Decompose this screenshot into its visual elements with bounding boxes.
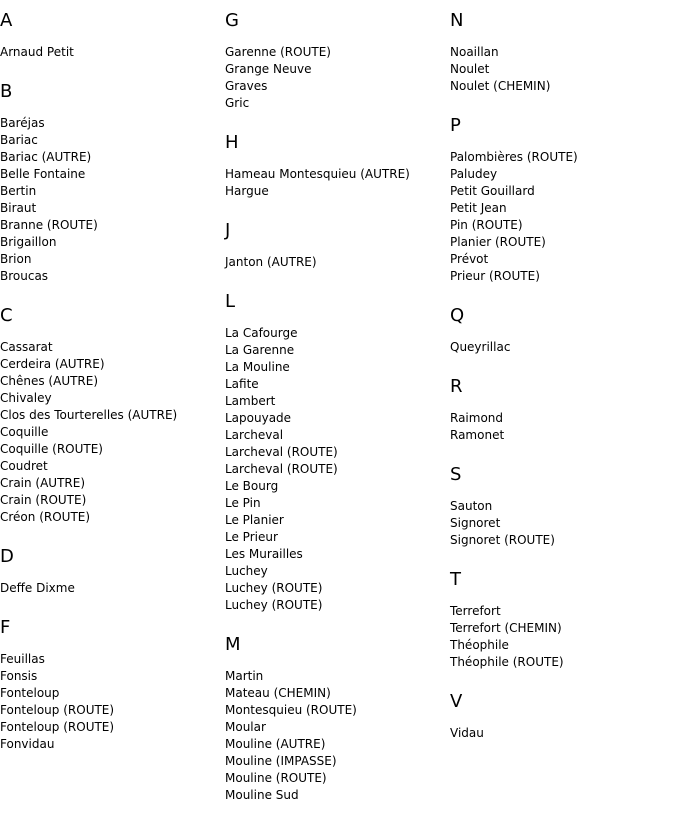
street-link[interactable]: La Garenne bbox=[225, 343, 295, 357]
street-link[interactable]: Fonvidau bbox=[0, 737, 55, 751]
street-link[interactable]: Sauton bbox=[450, 499, 493, 513]
letter-heading: R bbox=[450, 376, 463, 397]
street-link[interactable]: Hargue bbox=[225, 184, 269, 198]
street-link[interactable]: Crain (ROUTE) bbox=[0, 493, 87, 507]
street-link[interactable]: Mouline (ROUTE) bbox=[225, 771, 327, 785]
street-link[interactable]: Mouline (AUTRE) bbox=[225, 737, 326, 751]
letter-group bbox=[450, 10, 675, 95]
street-link[interactable]: Cassarat bbox=[0, 340, 53, 354]
index-column bbox=[0, 10, 225, 824]
street-link[interactable]: Feuillas bbox=[0, 652, 45, 666]
street-link[interactable]: Luchey bbox=[225, 564, 268, 578]
letter-group bbox=[450, 115, 675, 285]
letter-group bbox=[450, 305, 675, 356]
street-link[interactable]: Ramonet bbox=[450, 428, 505, 442]
street-link[interactable]: Paludey bbox=[450, 167, 498, 181]
street-list bbox=[450, 603, 675, 671]
letter-heading: N bbox=[450, 10, 464, 31]
street-index bbox=[0, 10, 675, 824]
letter-group bbox=[225, 634, 450, 804]
street-link[interactable]: Martin bbox=[225, 669, 264, 683]
street-link[interactable]: Noulet bbox=[450, 62, 490, 76]
letter-heading: G bbox=[225, 10, 239, 31]
street-link[interactable]: Chênes (AUTRE) bbox=[0, 374, 99, 388]
street-link[interactable]: Terrefort bbox=[450, 604, 501, 618]
letter-group bbox=[0, 81, 225, 285]
street-link[interactable]: Palombières (ROUTE) bbox=[450, 150, 578, 164]
street-list bbox=[0, 115, 225, 285]
street-link[interactable]: Bariac (AUTRE) bbox=[0, 150, 92, 164]
street-link[interactable]: Brion bbox=[0, 252, 32, 266]
street-link[interactable]: Crain (AUTRE) bbox=[0, 476, 86, 490]
letter-group bbox=[450, 691, 675, 742]
street-list bbox=[0, 44, 225, 61]
street-link[interactable]: Mouline (IMPASSE) bbox=[225, 754, 337, 768]
street-link[interactable]: Prévot bbox=[450, 252, 489, 266]
letter-group bbox=[0, 546, 225, 597]
letter-group bbox=[225, 220, 450, 271]
street-link[interactable]: Fonsis bbox=[0, 669, 38, 683]
letter-group bbox=[0, 305, 225, 526]
street-link[interactable]: Luchey (ROUTE) bbox=[225, 581, 323, 595]
letter-heading: H bbox=[225, 132, 239, 153]
index-column bbox=[225, 10, 450, 824]
street-link[interactable]: Chivaley bbox=[0, 391, 52, 405]
letter-heading: F bbox=[0, 617, 11, 638]
street-link[interactable]: Coquille (ROUTE) bbox=[0, 442, 103, 456]
street-link[interactable]: Brigaillon bbox=[0, 235, 57, 249]
street-link[interactable]: Janton (AUTRE) bbox=[225, 255, 317, 269]
street-link[interactable]: Lafite bbox=[225, 377, 259, 391]
street-link[interactable]: Lapouyade bbox=[225, 411, 292, 425]
letter-heading: S bbox=[450, 464, 462, 485]
letter-group bbox=[450, 569, 675, 671]
letter-group bbox=[225, 132, 450, 200]
letter-group bbox=[450, 464, 675, 549]
street-list bbox=[0, 651, 225, 753]
street-link[interactable]: Branne (ROUTE) bbox=[0, 218, 98, 232]
street-link[interactable]: Théophile (ROUTE) bbox=[450, 655, 564, 669]
street-list bbox=[225, 166, 450, 200]
street-link[interactable]: Le Bourg bbox=[225, 479, 279, 493]
letter-heading: A bbox=[0, 10, 13, 31]
street-link[interactable]: Coquille bbox=[0, 425, 49, 439]
street-list bbox=[450, 44, 675, 95]
street-list bbox=[225, 44, 450, 112]
street-link[interactable]: Raimond bbox=[450, 411, 504, 425]
street-list bbox=[450, 498, 675, 549]
street-link[interactable]: La Cafourge bbox=[225, 326, 298, 340]
street-link[interactable]: Graves bbox=[225, 79, 268, 93]
street-link[interactable]: Planier (ROUTE) bbox=[450, 235, 546, 249]
street-link[interactable]: Prieur (ROUTE) bbox=[450, 269, 540, 283]
street-link[interactable]: Larcheval bbox=[225, 428, 284, 442]
street-link[interactable]: Petit Jean bbox=[450, 201, 507, 215]
street-list bbox=[450, 410, 675, 444]
street-link[interactable]: Clos des Tourterelles (AUTRE) bbox=[0, 408, 178, 422]
street-list bbox=[225, 254, 450, 271]
street-link[interactable]: Mateau (CHEMIN) bbox=[225, 686, 331, 700]
street-link[interactable]: Le Pin bbox=[225, 496, 261, 510]
letter-heading: J bbox=[225, 220, 231, 241]
street-list bbox=[450, 339, 675, 356]
street-link[interactable]: Cerdeira (AUTRE) bbox=[0, 357, 105, 371]
street-list bbox=[225, 668, 450, 804]
letter-heading: T bbox=[450, 569, 461, 590]
street-link[interactable]: Montesquieu (ROUTE) bbox=[225, 703, 357, 717]
street-link[interactable]: Arnaud Petit bbox=[0, 45, 74, 59]
street-list bbox=[450, 149, 675, 285]
street-link[interactable]: Vidau bbox=[450, 726, 484, 740]
street-link[interactable]: Fonteloup (ROUTE) bbox=[0, 703, 115, 717]
street-link[interactable]: Signoret bbox=[450, 516, 501, 530]
letter-group bbox=[0, 10, 225, 61]
letter-heading: B bbox=[0, 81, 13, 102]
index-column bbox=[450, 10, 675, 824]
street-link[interactable]: Hameau Montesquieu (AUTRE) bbox=[225, 167, 410, 181]
letter-heading: P bbox=[450, 115, 461, 136]
street-link[interactable]: Le Prieur bbox=[225, 530, 278, 544]
street-link[interactable]: Terrefort (CHEMIN) bbox=[450, 621, 562, 635]
street-link[interactable]: Le Planier bbox=[225, 513, 284, 527]
street-link[interactable]: Larcheval (ROUTE) bbox=[225, 445, 338, 459]
street-link[interactable]: Signoret (ROUTE) bbox=[450, 533, 555, 547]
street-link[interactable]: Théophile bbox=[450, 638, 509, 652]
letter-group bbox=[225, 10, 450, 112]
street-link[interactable]: Gric bbox=[225, 96, 250, 110]
letter-group bbox=[225, 291, 450, 614]
street-link[interactable]: Belle Fontaine bbox=[0, 167, 86, 181]
street-list bbox=[450, 725, 675, 742]
street-link[interactable]: Coudret bbox=[0, 459, 48, 473]
letter-heading: L bbox=[225, 291, 236, 312]
street-link[interactable]: Grange Neuve bbox=[225, 62, 312, 76]
street-list bbox=[0, 580, 225, 597]
street-link[interactable]: Deffe Dixme bbox=[0, 581, 75, 595]
street-link[interactable]: Moular bbox=[225, 720, 266, 734]
letter-heading: Q bbox=[450, 305, 465, 326]
street-link[interactable]: Bariac bbox=[0, 133, 38, 147]
street-link[interactable]: Pin (ROUTE) bbox=[450, 218, 523, 232]
street-link[interactable]: Mouline Sud bbox=[225, 788, 299, 802]
street-link[interactable]: Fonteloup (ROUTE) bbox=[0, 720, 115, 734]
street-link[interactable]: Broucas bbox=[0, 269, 49, 283]
letter-group bbox=[450, 376, 675, 444]
street-link[interactable]: La Mouline bbox=[225, 360, 290, 374]
street-link[interactable]: Luchey (ROUTE) bbox=[225, 598, 323, 612]
letter-heading: V bbox=[450, 691, 463, 712]
letter-heading: M bbox=[225, 634, 241, 655]
street-link[interactable]: Queyrillac bbox=[450, 340, 511, 354]
street-link[interactable]: Lambert bbox=[225, 394, 276, 408]
street-link[interactable]: Bertin bbox=[0, 184, 37, 198]
street-link[interactable]: Noulet (CHEMIN) bbox=[450, 79, 551, 93]
street-list bbox=[225, 325, 450, 614]
street-link[interactable]: Baréjas bbox=[0, 116, 45, 130]
letter-heading: C bbox=[0, 305, 13, 326]
letter-heading: D bbox=[0, 546, 14, 567]
street-list bbox=[0, 339, 225, 526]
street-link[interactable]: Petit Gouillard bbox=[450, 184, 535, 198]
street-link[interactable]: Les Murailles bbox=[225, 547, 303, 561]
street-link[interactable]: Larcheval (ROUTE) bbox=[225, 462, 338, 476]
letter-group bbox=[0, 617, 225, 753]
street-link[interactable]: Noaillan bbox=[450, 45, 499, 59]
street-link[interactable]: Garenne (ROUTE) bbox=[225, 45, 331, 59]
street-link[interactable]: Fonteloup bbox=[0, 686, 60, 700]
street-link[interactable]: Biraut bbox=[0, 201, 37, 215]
street-link[interactable]: Créon (ROUTE) bbox=[0, 510, 91, 524]
